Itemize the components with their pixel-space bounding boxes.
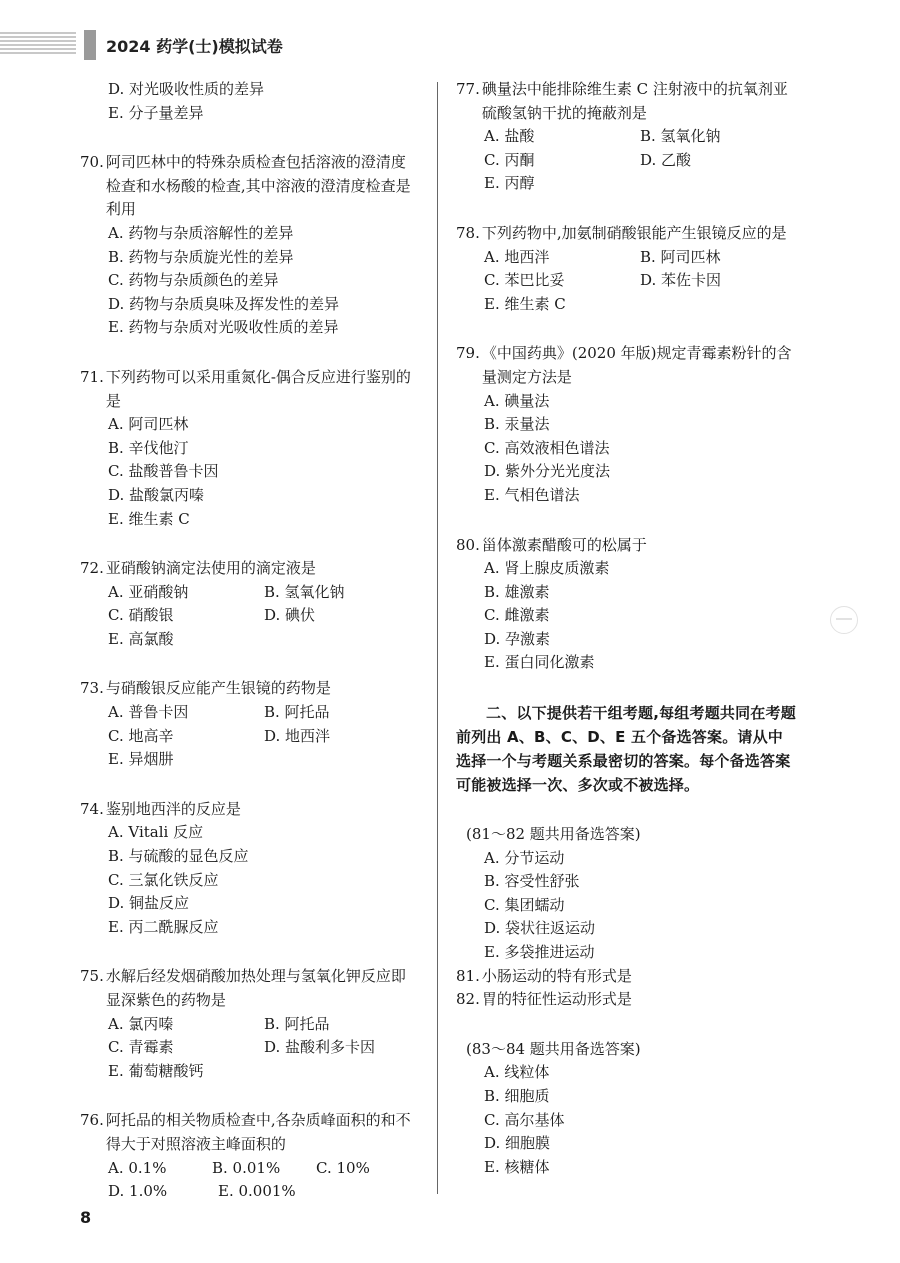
- answer-option-row: [80, 1013, 420, 1037]
- answer-option: D. 乙酸: [640, 150, 692, 169]
- question-stem: [456, 988, 796, 1012]
- answer-option: C. 集团蠕动: [484, 895, 565, 914]
- right-column: [456, 78, 796, 1205]
- answer-option: D. 1.0%: [108, 1182, 168, 1201]
- question-number: 70.: [80, 153, 104, 172]
- question: [456, 534, 796, 676]
- question-number: 81.: [456, 966, 480, 985]
- question-number: 75.: [80, 967, 104, 986]
- question-number: 78.: [456, 223, 480, 242]
- answer-option: A. 亚硝酸钠: [108, 582, 189, 601]
- answer-option: A. 肾上腺皮质激素: [484, 559, 610, 578]
- question-stem: [80, 965, 420, 1012]
- question-number: 71.: [80, 367, 104, 386]
- question: [456, 222, 796, 316]
- answer-option: D. 对光吸收性质的差异: [108, 80, 265, 98]
- answer-option: A. Vitali 反应: [108, 823, 204, 842]
- answer-option: A. 0.1%: [108, 1158, 167, 1177]
- answer-option: B. 氢氧化钠: [264, 582, 345, 601]
- question-text: 《中国药典》(2020 年版)规定青霉素粉针的含量测定方法是: [481, 344, 792, 386]
- question-text: 与硝酸银反应能产生银镜的药物是: [105, 679, 331, 698]
- answer-option: C. 雌激素: [484, 606, 550, 625]
- answer-option: C. 药物与杂质颜色的差异: [108, 271, 279, 290]
- answer-option-row: [80, 604, 420, 628]
- question-text: 碘量法中能排除维生素 C 注射液中的抗氧剂亚硫酸氢钠干扰的掩蔽剂是: [481, 80, 788, 122]
- answer-option: E. 高氯酸: [108, 629, 174, 648]
- question-number: 80.: [456, 535, 480, 554]
- question: [80, 798, 420, 940]
- answer-option-row: [80, 725, 420, 749]
- question-stem: [80, 1109, 420, 1156]
- question-text: 下列药物中,加氨制硝酸银能产生银镜反应的是: [481, 223, 787, 242]
- answer-option: C. 三氯化铁反应: [108, 870, 219, 889]
- answer-option: C. 高尔基体: [484, 1110, 565, 1129]
- header-title: 2024 药学(士)模拟试卷: [106, 37, 283, 56]
- answer-option: D. 碘伏: [264, 606, 316, 625]
- answer-option: B. 0.01%: [212, 1158, 281, 1177]
- answer-option: B. 容受性舒张: [484, 872, 580, 891]
- question-text: 阿托品的相关物质检查中,各杂质峰面积的和不得大于对照溶液主峰面积的: [105, 1111, 411, 1153]
- question-number: 76.: [80, 1111, 104, 1130]
- answer-option: B. 雄激素: [484, 582, 550, 601]
- answer-option-row: [80, 581, 420, 605]
- question-text: 鉴别地西泮的反应是: [105, 799, 241, 818]
- section-instructions: 二、以下提供若干组考题,每组考题共同在考题前列出 A、B、C、D、E 五个备选答案。请从中选择一个与考题关系最密切的答案。每个备选答案可能被选择一次、多次或不被选择。: [456, 704, 796, 795]
- question-stem: [80, 798, 420, 822]
- question-stem: [80, 151, 420, 222]
- question-stem: [456, 534, 796, 558]
- answer-option: D. 盐酸氯丙嗪: [108, 485, 205, 504]
- question-stem: [456, 342, 796, 389]
- question: [80, 78, 420, 125]
- answer-option: E. 多袋推进运动: [484, 943, 595, 962]
- question-text: 水解后经发烟硝酸加热处理与氢氧化钾反应即显深紫色的药物是: [105, 967, 406, 1009]
- answer-option: E. 药物与杂质对光吸收性质的差异: [108, 318, 339, 337]
- question-number: 74.: [80, 799, 104, 818]
- answer-option: E. 0.001%: [218, 1182, 296, 1201]
- question-number: 79.: [456, 344, 480, 363]
- answer-option: A. 盐酸: [484, 127, 535, 146]
- answer-option-row: [80, 1180, 420, 1204]
- group-heading: (83～84 题共用备选答案): [466, 1039, 641, 1058]
- question: [80, 1109, 420, 1203]
- question-stem: [456, 965, 796, 989]
- question-text: 胃的特征性运动形式是: [481, 990, 632, 1009]
- answer-option: B. 阿托品: [264, 703, 330, 722]
- answer-option-row: [80, 701, 420, 725]
- question-text: 下列药物可以采用重氮化-偶合反应进行鉴别的是: [105, 367, 411, 410]
- answer-option: A. 分节运动: [484, 848, 565, 867]
- answer-option: C. 高效液相色谱法: [484, 438, 610, 457]
- question-text: 亚硝酸钠滴定法使用的滴定液是: [105, 559, 316, 578]
- answer-option: E. 核糖体: [484, 1157, 550, 1176]
- page-header: [0, 28, 900, 64]
- answer-option: E. 维生素 C: [108, 509, 190, 528]
- question-number: 82.: [456, 990, 480, 1009]
- answer-option: B. 细胞质: [484, 1087, 550, 1105]
- answer-option: D. 细胞膜: [484, 1134, 551, 1153]
- answer-option: A. 氯丙嗪: [108, 1014, 174, 1033]
- column-divider: [437, 82, 438, 1194]
- answer-option: E. 分子量差异: [108, 103, 204, 122]
- answer-option: E. 维生素 C: [484, 294, 566, 313]
- question-stem: [456, 222, 796, 246]
- answer-option-row: [456, 246, 796, 270]
- answer-option: C. 丙酮: [484, 150, 535, 169]
- answer-option: C. 青霉素: [108, 1038, 174, 1057]
- answer-option: B. 与硫酸的显色反应: [108, 847, 249, 866]
- answer-option: D. 孕激素: [484, 629, 551, 648]
- answer-option: B. 汞量法: [484, 415, 550, 434]
- question-text: 阿司匹林中的特殊杂质检查包括溶液的澄清度检查和水杨酸的检查,其中溶液的澄清度检查是利用: [105, 153, 411, 219]
- answer-option: E. 异烟肼: [108, 750, 174, 769]
- answer-option: D. 紫外分光光度法: [484, 462, 611, 481]
- answer-option: B. 辛伐他汀: [108, 438, 189, 457]
- question-group: [456, 1038, 796, 1180]
- answer-option: D. 盐酸利多卡因: [264, 1038, 376, 1057]
- group-heading: (81～82 题共用备选答案): [466, 825, 641, 844]
- answer-option: D. 药物与杂质臭味及挥发性的差异: [108, 294, 340, 313]
- question: [456, 342, 796, 507]
- question: [456, 78, 796, 196]
- answer-option: B. 阿托品: [264, 1014, 330, 1033]
- question-stem: [80, 366, 420, 413]
- answer-option: C. 地高辛: [108, 726, 174, 745]
- side-watermark-icon: [830, 606, 858, 634]
- answer-option-row: [80, 1036, 420, 1060]
- header-stripes: [0, 32, 76, 58]
- answer-option: D. 地西泮: [264, 726, 331, 745]
- left-column: [80, 78, 420, 1230]
- question-stem: [80, 557, 420, 581]
- question-group: [456, 823, 796, 1012]
- answer-option: D. 袋状往返运动: [484, 919, 596, 938]
- question-text: 小肠运动的特有形式是: [481, 966, 632, 985]
- answer-option: A. 阿司匹林: [108, 415, 189, 434]
- answer-option: D. 铜盐反应: [108, 894, 190, 913]
- question: [80, 557, 420, 651]
- question: [80, 366, 420, 531]
- question-text: 甾体激素醋酸可的松属于: [481, 535, 647, 554]
- answer-option: C. 苯巴比妥: [484, 271, 565, 290]
- answer-option: B. 药物与杂质旋光性的差异: [108, 247, 294, 266]
- answer-option-row: [456, 149, 796, 173]
- question-stem: [80, 677, 420, 701]
- answer-option: E. 葡萄糖酸钙: [108, 1061, 204, 1080]
- answer-option: B. 阿司匹林: [640, 247, 721, 266]
- question-number: 77.: [456, 80, 480, 98]
- question: [80, 677, 420, 771]
- answer-option: E. 丙醇: [484, 174, 535, 193]
- answer-option: C. 硝酸银: [108, 606, 174, 625]
- question-stem: [456, 78, 796, 125]
- answer-option-row: [80, 1157, 420, 1181]
- answer-option-row: [456, 125, 796, 149]
- question-number: 72.: [80, 559, 104, 578]
- header-bar: [84, 30, 96, 60]
- answer-option: E. 气相色谱法: [484, 485, 580, 504]
- answer-option: A. 地西泮: [484, 247, 550, 266]
- answer-option: A. 线粒体: [484, 1063, 550, 1082]
- answer-option: C. 10%: [316, 1158, 370, 1177]
- answer-option: A. 普鲁卡因: [108, 703, 189, 722]
- question-number: 73.: [80, 679, 104, 698]
- answer-option: B. 氢氧化钠: [640, 127, 721, 146]
- answer-option: A. 碘量法: [484, 391, 550, 410]
- answer-option: E. 蛋白同化激素: [484, 653, 595, 672]
- answer-option: E. 丙二酰脲反应: [108, 917, 219, 936]
- answer-option-row: [456, 269, 796, 293]
- question: [80, 965, 420, 1083]
- page-number: 8: [80, 1208, 92, 1227]
- answer-option: C. 盐酸普鲁卡因: [108, 462, 219, 481]
- answer-option: D. 苯佐卡因: [640, 271, 722, 290]
- question: [80, 151, 420, 340]
- answer-option: A. 药物与杂质溶解性的差异: [108, 223, 294, 242]
